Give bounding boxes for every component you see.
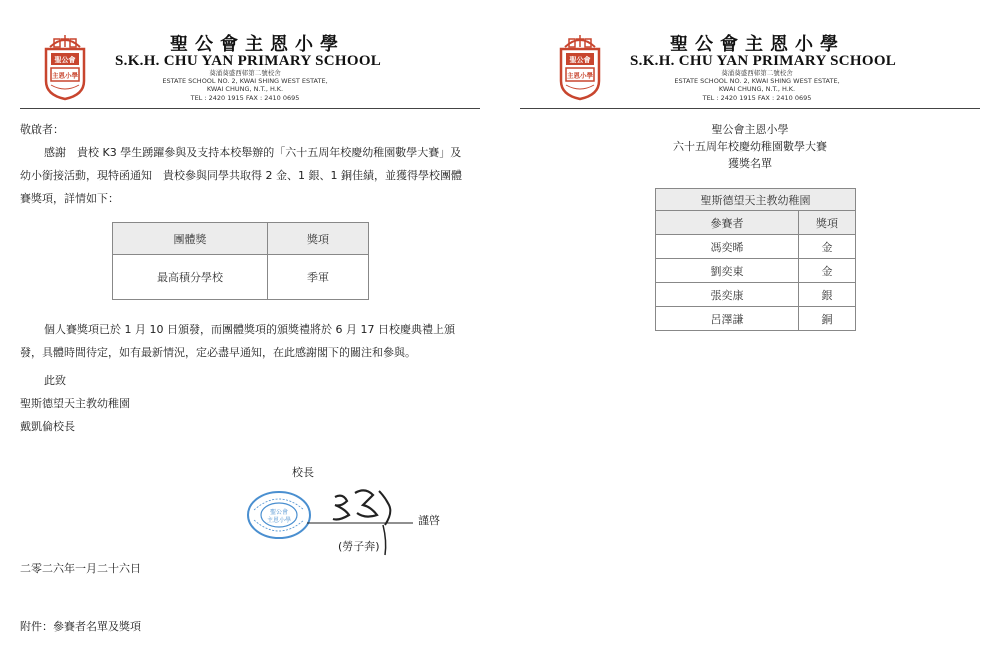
letter-paragraph-2: 個人賽獎項已於 1 月 10 日頒發，而團體獎項的頒獎禮將於 6 月 17 日校慶典禮上頒發，具體時間待定，如有最新情況，定必盡早通知，在此感謝閣下的關注和參與。 bbox=[20, 323, 455, 359]
header-rule bbox=[20, 108, 480, 109]
results-header-award: 獎項 bbox=[799, 211, 856, 235]
school-name-en: S.K.H. CHU YAN PRIMARY SCHOOL bbox=[115, 53, 382, 69]
contact-line: TEL : 2420 1915 FAX : 2410 0695 bbox=[702, 94, 812, 102]
letter-paragraph-1: 感謝 貴校 K3 學生踴躍參與及支持本校舉辦的「六十五周年校慶幼稚園數學大賽」及幼小銜接活動，現特函通知 貴校參與同學共取得 2 金、1 銀、1 銅佳績，並獲得學校團體賽獎項，詳情如下： bbox=[20, 146, 462, 205]
signature-title: 校長 bbox=[292, 466, 314, 479]
results-title-list: 獲獎名單 bbox=[728, 157, 772, 170]
school-name-en: S.K.H. CHU YAN PRIMARY SCHOOL bbox=[630, 53, 897, 69]
participant-award: 金 bbox=[799, 259, 856, 283]
participant-name: 馮奕晞 bbox=[656, 235, 799, 259]
crest-school: 主恩小學 bbox=[567, 71, 593, 80]
table-row bbox=[113, 255, 369, 300]
results-title-event: 六十五周年校慶幼稚園數學大賽 bbox=[673, 140, 827, 153]
signer-name: (勞子奔) bbox=[338, 540, 380, 553]
results-title-school: 聖公會主恩小學 bbox=[711, 123, 789, 136]
participant-name: 張奕康 bbox=[656, 283, 799, 307]
crest-school: 主恩小學 bbox=[52, 71, 78, 80]
school-name-zh: 聖公會主恩小學 bbox=[670, 34, 845, 55]
signature-closing: 謹啓 bbox=[418, 514, 440, 527]
address-en-line1: ESTATE SCHOOL NO. 2, KWAI SHING WEST ESTATE, bbox=[162, 77, 328, 85]
results-table-title: 聖斯德望天主教幼稚園 bbox=[656, 189, 856, 211]
svg-text:聖公會: 聖公會 bbox=[269, 509, 289, 516]
results-page bbox=[500, 0, 1000, 665]
recipient-school: 聖斯德望天主教幼稚園 bbox=[20, 397, 130, 410]
table-row bbox=[656, 235, 856, 259]
attachment-note: 附件：參賽者名單及獎項 bbox=[20, 620, 141, 633]
school-seal-stamp bbox=[246, 490, 312, 540]
school-crest-icon bbox=[555, 33, 605, 101]
address-en-line1: ESTATE SCHOOL NO. 2, KWAI SHING WEST ESTATE, bbox=[674, 77, 840, 85]
address-zh: 葵涌葵盛西邨第二號校舍 bbox=[209, 69, 281, 77]
table-row bbox=[656, 307, 856, 331]
crest-text: 聖公會 bbox=[54, 56, 76, 64]
participant-award: 銀 bbox=[799, 283, 856, 307]
closing: 此致 bbox=[44, 374, 66, 387]
participant-award: 銅 bbox=[799, 307, 856, 331]
salutation: 敬啟者： bbox=[20, 123, 64, 136]
address-en-line2: KWAI CHUNG, N.T., H.K. bbox=[718, 85, 796, 93]
participant-award: 金 bbox=[799, 235, 856, 259]
results-table bbox=[655, 188, 856, 331]
participant-name: 呂澤謙 bbox=[656, 307, 799, 331]
results-header-participant: 參賽者 bbox=[656, 211, 799, 235]
team-table-header-prize: 獎項 bbox=[268, 223, 369, 255]
team-table-cell: 最高積分學校 bbox=[113, 255, 268, 300]
letter-date: 二零二六年一月二十六日 bbox=[20, 562, 141, 575]
crest-text: 聖公會 bbox=[569, 56, 591, 64]
address-en-line2: KWAI CHUNG, N.T., H.K. bbox=[206, 85, 284, 93]
team-table-cell: 季軍 bbox=[268, 255, 369, 300]
address-zh: 葵涌葵盛西邨第二號校舍 bbox=[721, 69, 793, 77]
svg-text:主恩小學: 主恩小學 bbox=[266, 517, 292, 524]
school-name-zh: 聖公會主恩小學 bbox=[170, 34, 345, 55]
school-crest-icon bbox=[40, 33, 90, 101]
participant-name: 劉奕東 bbox=[656, 259, 799, 283]
table-row bbox=[656, 283, 856, 307]
header-rule bbox=[520, 108, 980, 109]
team-award-table bbox=[112, 222, 369, 300]
contact-line: TEL : 2420 1915 FAX : 2410 0695 bbox=[190, 94, 300, 102]
team-table-header-award: 團體獎 bbox=[113, 223, 268, 255]
recipient-principal: 戴凱倫校長 bbox=[20, 420, 75, 433]
table-row bbox=[656, 259, 856, 283]
